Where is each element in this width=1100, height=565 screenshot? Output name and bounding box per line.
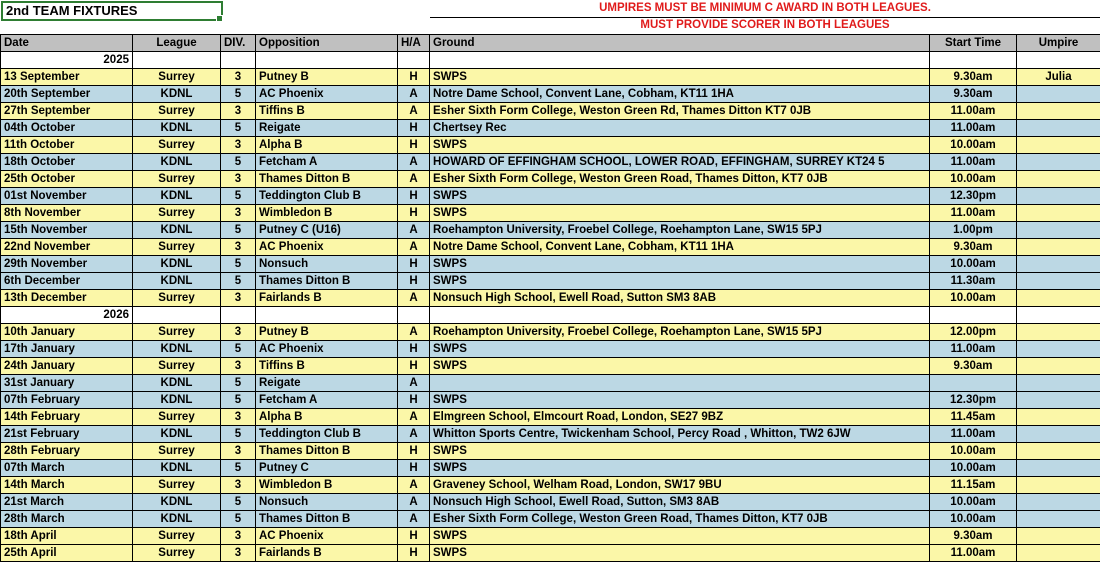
umpire-cell[interactable]: [1017, 86, 1100, 103]
ha-cell[interactable]: A: [398, 426, 430, 443]
start-time-cell[interactable]: 11.45am: [930, 409, 1017, 426]
opposition-cell[interactable]: Wimbledon B: [256, 205, 398, 222]
ha-cell[interactable]: A: [398, 477, 430, 494]
date-cell[interactable]: 18th April: [1, 528, 133, 545]
ha-cell[interactable]: A: [398, 511, 430, 528]
ha-cell[interactable]: H: [398, 137, 430, 154]
opposition-cell[interactable]: Thames Ditton B: [256, 511, 398, 528]
umpire-cell[interactable]: [1017, 341, 1100, 358]
ground-cell[interactable]: HOWARD OF EFFINGHAM SCHOOL, LOWER ROAD, EFFINGHAM, SURREY KT24 5: [430, 154, 930, 171]
sheet-title-cell[interactable]: 2nd TEAM FIXTURES: [1, 1, 223, 21]
start-time-cell[interactable]: 11.15am: [930, 477, 1017, 494]
ha-cell[interactable]: H: [398, 69, 430, 86]
fixture-row: [1, 358, 1100, 375]
opposition-cell[interactable]: Thames Ditton B: [256, 171, 398, 188]
umpire-cell[interactable]: [1017, 256, 1100, 273]
league-cell[interactable]: Surrey: [133, 324, 221, 341]
start-time-cell[interactable]: 12.00pm: [930, 324, 1017, 341]
start-time-cell[interactable]: 1.00pm: [930, 222, 1017, 239]
opposition-cell[interactable]: Thames Ditton B: [256, 443, 398, 460]
empty-cell[interactable]: [1017, 52, 1100, 69]
date-cell[interactable]: 14th March: [1, 477, 133, 494]
div-cell[interactable]: 5: [221, 392, 256, 409]
date-cell[interactable]: 07th March: [1, 460, 133, 477]
div-cell[interactable]: 3: [221, 103, 256, 120]
start-time-cell[interactable]: 10.00am: [930, 171, 1017, 188]
umpire-cell[interactable]: [1017, 358, 1100, 375]
date-cell[interactable]: 28th February: [1, 443, 133, 460]
opposition-cell[interactable]: Fetcham A: [256, 392, 398, 409]
opposition-cell[interactable]: Tiffins B: [256, 358, 398, 375]
date-cell[interactable]: 13th December: [1, 290, 133, 307]
empty-cell[interactable]: [221, 307, 256, 324]
league-cell[interactable]: Surrey: [133, 103, 221, 120]
ground-cell[interactable]: SWPS: [430, 137, 930, 154]
start-time-cell[interactable]: 9.30am: [930, 86, 1017, 103]
umpire-cell[interactable]: [1017, 409, 1100, 426]
header-opposition[interactable]: Opposition: [256, 35, 398, 52]
div-cell[interactable]: 3: [221, 477, 256, 494]
ha-cell[interactable]: H: [398, 273, 430, 290]
opposition-cell[interactable]: AC Phoenix: [256, 239, 398, 256]
umpire-cell[interactable]: [1017, 137, 1100, 154]
fixture-row: [1, 171, 1100, 188]
empty-cell[interactable]: [398, 307, 430, 324]
fixture-row: [1, 273, 1100, 290]
league-cell[interactable]: KDNL: [133, 460, 221, 477]
opposition-cell[interactable]: Nonsuch: [256, 256, 398, 273]
umpire-cell[interactable]: [1017, 392, 1100, 409]
league-cell[interactable]: KDNL: [133, 494, 221, 511]
fixture-row: [1, 69, 1100, 86]
div-cell[interactable]: 5: [221, 86, 256, 103]
ha-cell[interactable]: H: [398, 392, 430, 409]
fixture-row: [1, 239, 1100, 256]
umpire-cell[interactable]: [1017, 120, 1100, 137]
umpire-cell[interactable]: [1017, 324, 1100, 341]
date-cell[interactable]: 17th January: [1, 341, 133, 358]
ha-cell[interactable]: A: [398, 103, 430, 120]
opposition-cell[interactable]: Nonsuch: [256, 494, 398, 511]
div-cell[interactable]: 3: [221, 409, 256, 426]
empty-cell[interactable]: [133, 307, 221, 324]
fixture-row: [1, 494, 1100, 511]
ground-cell[interactable]: [430, 375, 930, 392]
date-cell[interactable]: 04th October: [1, 120, 133, 137]
umpire-cell[interactable]: [1017, 290, 1100, 307]
div-cell[interactable]: 3: [221, 443, 256, 460]
fixture-row: [1, 256, 1100, 273]
opposition-cell[interactable]: Putney C (U16): [256, 222, 398, 239]
date-cell[interactable]: 8th November: [1, 205, 133, 222]
header-league[interactable]: League: [133, 35, 221, 52]
fixtures-table: [0, 34, 1100, 562]
div-cell[interactable]: 3: [221, 205, 256, 222]
date-cell[interactable]: 22nd November: [1, 239, 133, 256]
date-cell[interactable]: 21st March: [1, 494, 133, 511]
ground-cell[interactable]: Elmgreen School, Elmcourt Road, London, SE27 9BZ: [430, 409, 930, 426]
fixture-row: [1, 341, 1100, 358]
fixture-row: [1, 409, 1100, 426]
div-cell[interactable]: 5: [221, 375, 256, 392]
empty-cell[interactable]: [1017, 307, 1100, 324]
ha-cell[interactable]: A: [398, 409, 430, 426]
umpire-notice: UMPIRES MUST BE MINIMUM C AWARD IN BOTH LEAGUES.: [599, 2, 931, 14]
start-time-cell[interactable]: 12.30pm: [930, 188, 1017, 205]
header-ground[interactable]: Ground: [430, 35, 930, 52]
header-date[interactable]: Date: [1, 35, 133, 52]
fixture-row: [1, 392, 1100, 409]
ha-cell[interactable]: H: [398, 545, 430, 562]
date-cell[interactable]: 13 September: [1, 69, 133, 86]
start-time-cell[interactable]: 11.00am: [930, 103, 1017, 120]
ground-cell[interactable]: SWPS: [430, 460, 930, 477]
year-cell[interactable]: 2026: [1, 307, 133, 324]
ground-cell[interactable]: Notre Dame School, Convent Lane, Cobham, KT11 1HA: [430, 239, 930, 256]
league-cell[interactable]: Surrey: [133, 545, 221, 562]
div-cell[interactable]: 3: [221, 69, 256, 86]
league-cell[interactable]: Surrey: [133, 528, 221, 545]
umpire-cell[interactable]: [1017, 511, 1100, 528]
start-time-cell[interactable]: 9.30am: [930, 528, 1017, 545]
umpire-cell[interactable]: [1017, 273, 1100, 290]
fixture-row: [1, 290, 1100, 307]
date-cell[interactable]: 25th October: [1, 171, 133, 188]
umpire-cell[interactable]: [1017, 188, 1100, 205]
date-cell[interactable]: 6th December: [1, 273, 133, 290]
div-cell[interactable]: 3: [221, 528, 256, 545]
empty-cell[interactable]: [430, 52, 930, 69]
league-cell[interactable]: Surrey: [133, 137, 221, 154]
fixture-row: [1, 511, 1100, 528]
ha-cell[interactable]: A: [398, 86, 430, 103]
start-time-cell[interactable]: 11.00am: [930, 545, 1017, 562]
start-time-cell[interactable]: 11.00am: [930, 426, 1017, 443]
league-cell[interactable]: Surrey: [133, 171, 221, 188]
div-cell[interactable]: 3: [221, 171, 256, 188]
umpire-cell[interactable]: [1017, 443, 1100, 460]
start-time-cell[interactable]: 12.30pm: [930, 392, 1017, 409]
ground-cell[interactable]: Whitton Sports Centre, Twickenham School, Percy Road , Whitton, TW2 6JW: [430, 426, 930, 443]
empty-cell[interactable]: [430, 307, 930, 324]
ground-cell[interactable]: Nonsuch High School, Ewell Road, Sutton, SM3 8AB: [430, 494, 930, 511]
date-cell[interactable]: 18th October: [1, 154, 133, 171]
ha-cell[interactable]: A: [398, 290, 430, 307]
umpire-cell[interactable]: [1017, 545, 1100, 562]
div-cell[interactable]: 5: [221, 341, 256, 358]
fixture-row: [1, 443, 1100, 460]
umpire-cell[interactable]: [1017, 375, 1100, 392]
div-cell[interactable]: 3: [221, 137, 256, 154]
empty-cell[interactable]: [221, 52, 256, 69]
league-cell[interactable]: KDNL: [133, 188, 221, 205]
div-cell[interactable]: 5: [221, 154, 256, 171]
empty-cell[interactable]: [930, 52, 1017, 69]
league-cell[interactable]: KDNL: [133, 86, 221, 103]
league-cell[interactable]: KDNL: [133, 256, 221, 273]
league-cell[interactable]: Surrey: [133, 290, 221, 307]
ground-cell[interactable]: SWPS: [430, 69, 930, 86]
empty-cell[interactable]: [133, 52, 221, 69]
fixture-row: [1, 188, 1100, 205]
start-time-cell[interactable]: [930, 375, 1017, 392]
opposition-cell[interactable]: Reigate: [256, 120, 398, 137]
header-ha[interactable]: H/A: [398, 35, 430, 52]
umpire-cell[interactable]: [1017, 154, 1100, 171]
div-cell[interactable]: 3: [221, 324, 256, 341]
div-cell[interactable]: 5: [221, 273, 256, 290]
league-cell[interactable]: Surrey: [133, 205, 221, 222]
div-cell[interactable]: 3: [221, 545, 256, 562]
opposition-cell[interactable]: Fairlands B: [256, 545, 398, 562]
start-time-cell[interactable]: 11.00am: [930, 205, 1017, 222]
year-row: [1, 52, 1100, 69]
scorer-notice: MUST PROVIDE SCORER IN BOTH LEAGUES: [640, 19, 890, 31]
fixture-row: [1, 324, 1100, 341]
fixture-row: [1, 222, 1100, 239]
opposition-cell[interactable]: Wimbledon B: [256, 477, 398, 494]
ground-cell[interactable]: Esher Sixth Form College, Weston Green Road, Thames Ditton, KT7 0JB: [430, 171, 930, 188]
start-time-cell[interactable]: 9.30am: [930, 69, 1017, 86]
start-time-cell[interactable]: 10.00am: [930, 494, 1017, 511]
div-cell[interactable]: 5: [221, 460, 256, 477]
ha-cell[interactable]: H: [398, 358, 430, 375]
ground-cell[interactable]: SWPS: [430, 358, 930, 375]
ground-cell[interactable]: SWPS: [430, 392, 930, 409]
date-cell[interactable]: 25th April: [1, 545, 133, 562]
date-cell[interactable]: 10th January: [1, 324, 133, 341]
fixture-row: [1, 477, 1100, 494]
ha-cell[interactable]: A: [398, 171, 430, 188]
date-cell[interactable]: 21st February: [1, 426, 133, 443]
start-time-cell[interactable]: 11.30am: [930, 273, 1017, 290]
div-cell[interactable]: 3: [221, 239, 256, 256]
div-cell[interactable]: 3: [221, 290, 256, 307]
fixture-row: [1, 154, 1100, 171]
year-row: [1, 307, 1100, 324]
start-time-cell[interactable]: 10.00am: [930, 443, 1017, 460]
ha-cell[interactable]: H: [398, 443, 430, 460]
div-cell[interactable]: 5: [221, 222, 256, 239]
opposition-cell[interactable]: Teddington Club B: [256, 426, 398, 443]
umpire-cell[interactable]: [1017, 103, 1100, 120]
ha-cell[interactable]: A: [398, 154, 430, 171]
ground-cell[interactable]: SWPS: [430, 188, 930, 205]
header-row: [1, 35, 1100, 52]
start-time-cell[interactable]: 9.30am: [930, 358, 1017, 375]
ground-cell[interactable]: SWPS: [430, 528, 930, 545]
ground-cell[interactable]: SWPS: [430, 545, 930, 562]
opposition-cell[interactable]: Fetcham A: [256, 154, 398, 171]
ha-cell[interactable]: H: [398, 188, 430, 205]
opposition-cell[interactable]: Putney C: [256, 460, 398, 477]
start-time-cell[interactable]: 9.30am: [930, 239, 1017, 256]
ha-cell[interactable]: A: [398, 324, 430, 341]
date-cell[interactable]: 07th February: [1, 392, 133, 409]
league-cell[interactable]: KDNL: [133, 392, 221, 409]
ground-cell[interactable]: Notre Dame School, Convent Lane, Cobham, KT11 1HA: [430, 86, 930, 103]
opposition-cell[interactable]: Putney B: [256, 69, 398, 86]
league-cell[interactable]: KDNL: [133, 375, 221, 392]
opposition-cell[interactable]: Reigate: [256, 375, 398, 392]
date-cell[interactable]: 24th January: [1, 358, 133, 375]
umpire-cell[interactable]: [1017, 222, 1100, 239]
fixture-row: [1, 460, 1100, 477]
umpire-cell[interactable]: [1017, 171, 1100, 188]
div-cell[interactable]: 5: [221, 188, 256, 205]
empty-cell[interactable]: [930, 307, 1017, 324]
league-cell[interactable]: Surrey: [133, 239, 221, 256]
start-time-cell[interactable]: 11.00am: [930, 341, 1017, 358]
league-cell[interactable]: KDNL: [133, 222, 221, 239]
ha-cell[interactable]: A: [398, 222, 430, 239]
div-cell[interactable]: 5: [221, 511, 256, 528]
umpire-cell[interactable]: [1017, 528, 1100, 545]
ground-cell[interactable]: Graveney School, Welham Road, London, SW17 9BU: [430, 477, 930, 494]
ha-cell[interactable]: A: [398, 239, 430, 256]
fixture-row: [1, 426, 1100, 443]
ground-cell[interactable]: Roehampton University, Froebel College, Roehampton Lane, SW15 5PJ: [430, 222, 930, 239]
div-cell[interactable]: 5: [221, 494, 256, 511]
ha-cell[interactable]: H: [398, 120, 430, 137]
div-cell[interactable]: 5: [221, 120, 256, 137]
fixtures-body: [1, 52, 1100, 562]
date-cell[interactable]: 11th October: [1, 137, 133, 154]
ha-cell[interactable]: H: [398, 256, 430, 273]
umpire-cell[interactable]: [1017, 494, 1100, 511]
fixture-row: [1, 86, 1100, 103]
opposition-cell[interactable]: Thames Ditton B: [256, 273, 398, 290]
opposition-cell[interactable]: AC Phoenix: [256, 341, 398, 358]
league-cell[interactable]: Surrey: [133, 409, 221, 426]
fixture-row: [1, 103, 1100, 120]
date-cell[interactable]: 20th September: [1, 86, 133, 103]
ground-cell[interactable]: Esher Sixth Form College, Weston Green Rd, Thames Ditton KT7 0JB: [430, 103, 930, 120]
ha-cell[interactable]: H: [398, 528, 430, 545]
fixture-row: [1, 528, 1100, 545]
umpire-cell[interactable]: [1017, 460, 1100, 477]
start-time-cell[interactable]: 10.00am: [930, 511, 1017, 528]
ha-cell[interactable]: A: [398, 494, 430, 511]
ground-cell[interactable]: SWPS: [430, 443, 930, 460]
league-cell[interactable]: KDNL: [133, 341, 221, 358]
start-time-cell[interactable]: 10.00am: [930, 460, 1017, 477]
div-cell[interactable]: 5: [221, 426, 256, 443]
div-cell[interactable]: 5: [221, 256, 256, 273]
league-cell[interactable]: Surrey: [133, 358, 221, 375]
league-cell[interactable]: KDNL: [133, 273, 221, 290]
umpire-cell[interactable]: Julia: [1017, 69, 1100, 86]
start-time-cell[interactable]: 11.00am: [930, 120, 1017, 137]
ground-cell[interactable]: SWPS: [430, 256, 930, 273]
umpire-cell[interactable]: [1017, 426, 1100, 443]
league-cell[interactable]: Surrey: [133, 69, 221, 86]
ground-cell[interactable]: Chertsey Rec: [430, 120, 930, 137]
league-cell[interactable]: Surrey: [133, 477, 221, 494]
header-umpire[interactable]: Umpire: [1017, 35, 1100, 52]
opposition-cell[interactable]: Teddington Club B: [256, 188, 398, 205]
ha-cell[interactable]: H: [398, 460, 430, 477]
year-cell[interactable]: 2025: [1, 52, 133, 69]
league-cell[interactable]: KDNL: [133, 426, 221, 443]
league-cell[interactable]: KDNL: [133, 120, 221, 137]
start-time-cell[interactable]: 10.00am: [930, 290, 1017, 307]
opposition-cell[interactable]: Alpha B: [256, 137, 398, 154]
date-cell[interactable]: 15th November: [1, 222, 133, 239]
start-time-cell[interactable]: 11.00am: [930, 154, 1017, 171]
date-cell[interactable]: 14th February: [1, 409, 133, 426]
fill-handle[interactable]: [216, 15, 223, 22]
fixture-row: [1, 375, 1100, 392]
league-cell[interactable]: KDNL: [133, 154, 221, 171]
ground-cell[interactable]: SWPS: [430, 273, 930, 290]
ground-cell[interactable]: SWPS: [430, 205, 930, 222]
ha-cell[interactable]: A: [398, 375, 430, 392]
ha-cell[interactable]: H: [398, 341, 430, 358]
start-time-cell[interactable]: 10.00am: [930, 137, 1017, 154]
fixture-row: [1, 205, 1100, 222]
ha-cell[interactable]: H: [398, 205, 430, 222]
umpire-cell[interactable]: [1017, 477, 1100, 494]
umpire-cell[interactable]: [1017, 239, 1100, 256]
empty-cell[interactable]: [256, 52, 398, 69]
empty-cell[interactable]: [398, 52, 430, 69]
league-cell[interactable]: Surrey: [133, 443, 221, 460]
ground-cell[interactable]: Esher Sixth Form College, Weston Green Road, Thames Ditton, KT7 0JB: [430, 511, 930, 528]
opposition-cell[interactable]: AC Phoenix: [256, 528, 398, 545]
header-div[interactable]: DIV.: [221, 35, 256, 52]
opposition-cell[interactable]: Tiffins B: [256, 103, 398, 120]
opposition-cell[interactable]: Fairlands B: [256, 290, 398, 307]
div-cell[interactable]: 3: [221, 358, 256, 375]
fixture-row: [1, 137, 1100, 154]
date-cell[interactable]: 29th November: [1, 256, 133, 273]
fixture-row: [1, 545, 1100, 562]
date-cell[interactable]: 01st November: [1, 188, 133, 205]
date-cell[interactable]: 28th March: [1, 511, 133, 528]
umpire-cell[interactable]: [1017, 205, 1100, 222]
league-cell[interactable]: KDNL: [133, 511, 221, 528]
date-cell[interactable]: 31st January: [1, 375, 133, 392]
ground-cell[interactable]: SWPS: [430, 341, 930, 358]
opposition-cell[interactable]: Putney B: [256, 324, 398, 341]
ground-cell[interactable]: Nonsuch High School, Ewell Road, Sutton SM3 8AB: [430, 290, 930, 307]
opposition-cell[interactable]: Alpha B: [256, 409, 398, 426]
header-start-time[interactable]: Start Time: [930, 35, 1017, 52]
date-cell[interactable]: 27th September: [1, 103, 133, 120]
opposition-cell[interactable]: AC Phoenix: [256, 86, 398, 103]
fixture-row: [1, 120, 1100, 137]
start-time-cell[interactable]: 10.00am: [930, 256, 1017, 273]
ground-cell[interactable]: Roehampton University, Froebel College, Roehampton Lane, SW15 5PJ: [430, 324, 930, 341]
empty-cell[interactable]: [256, 307, 398, 324]
